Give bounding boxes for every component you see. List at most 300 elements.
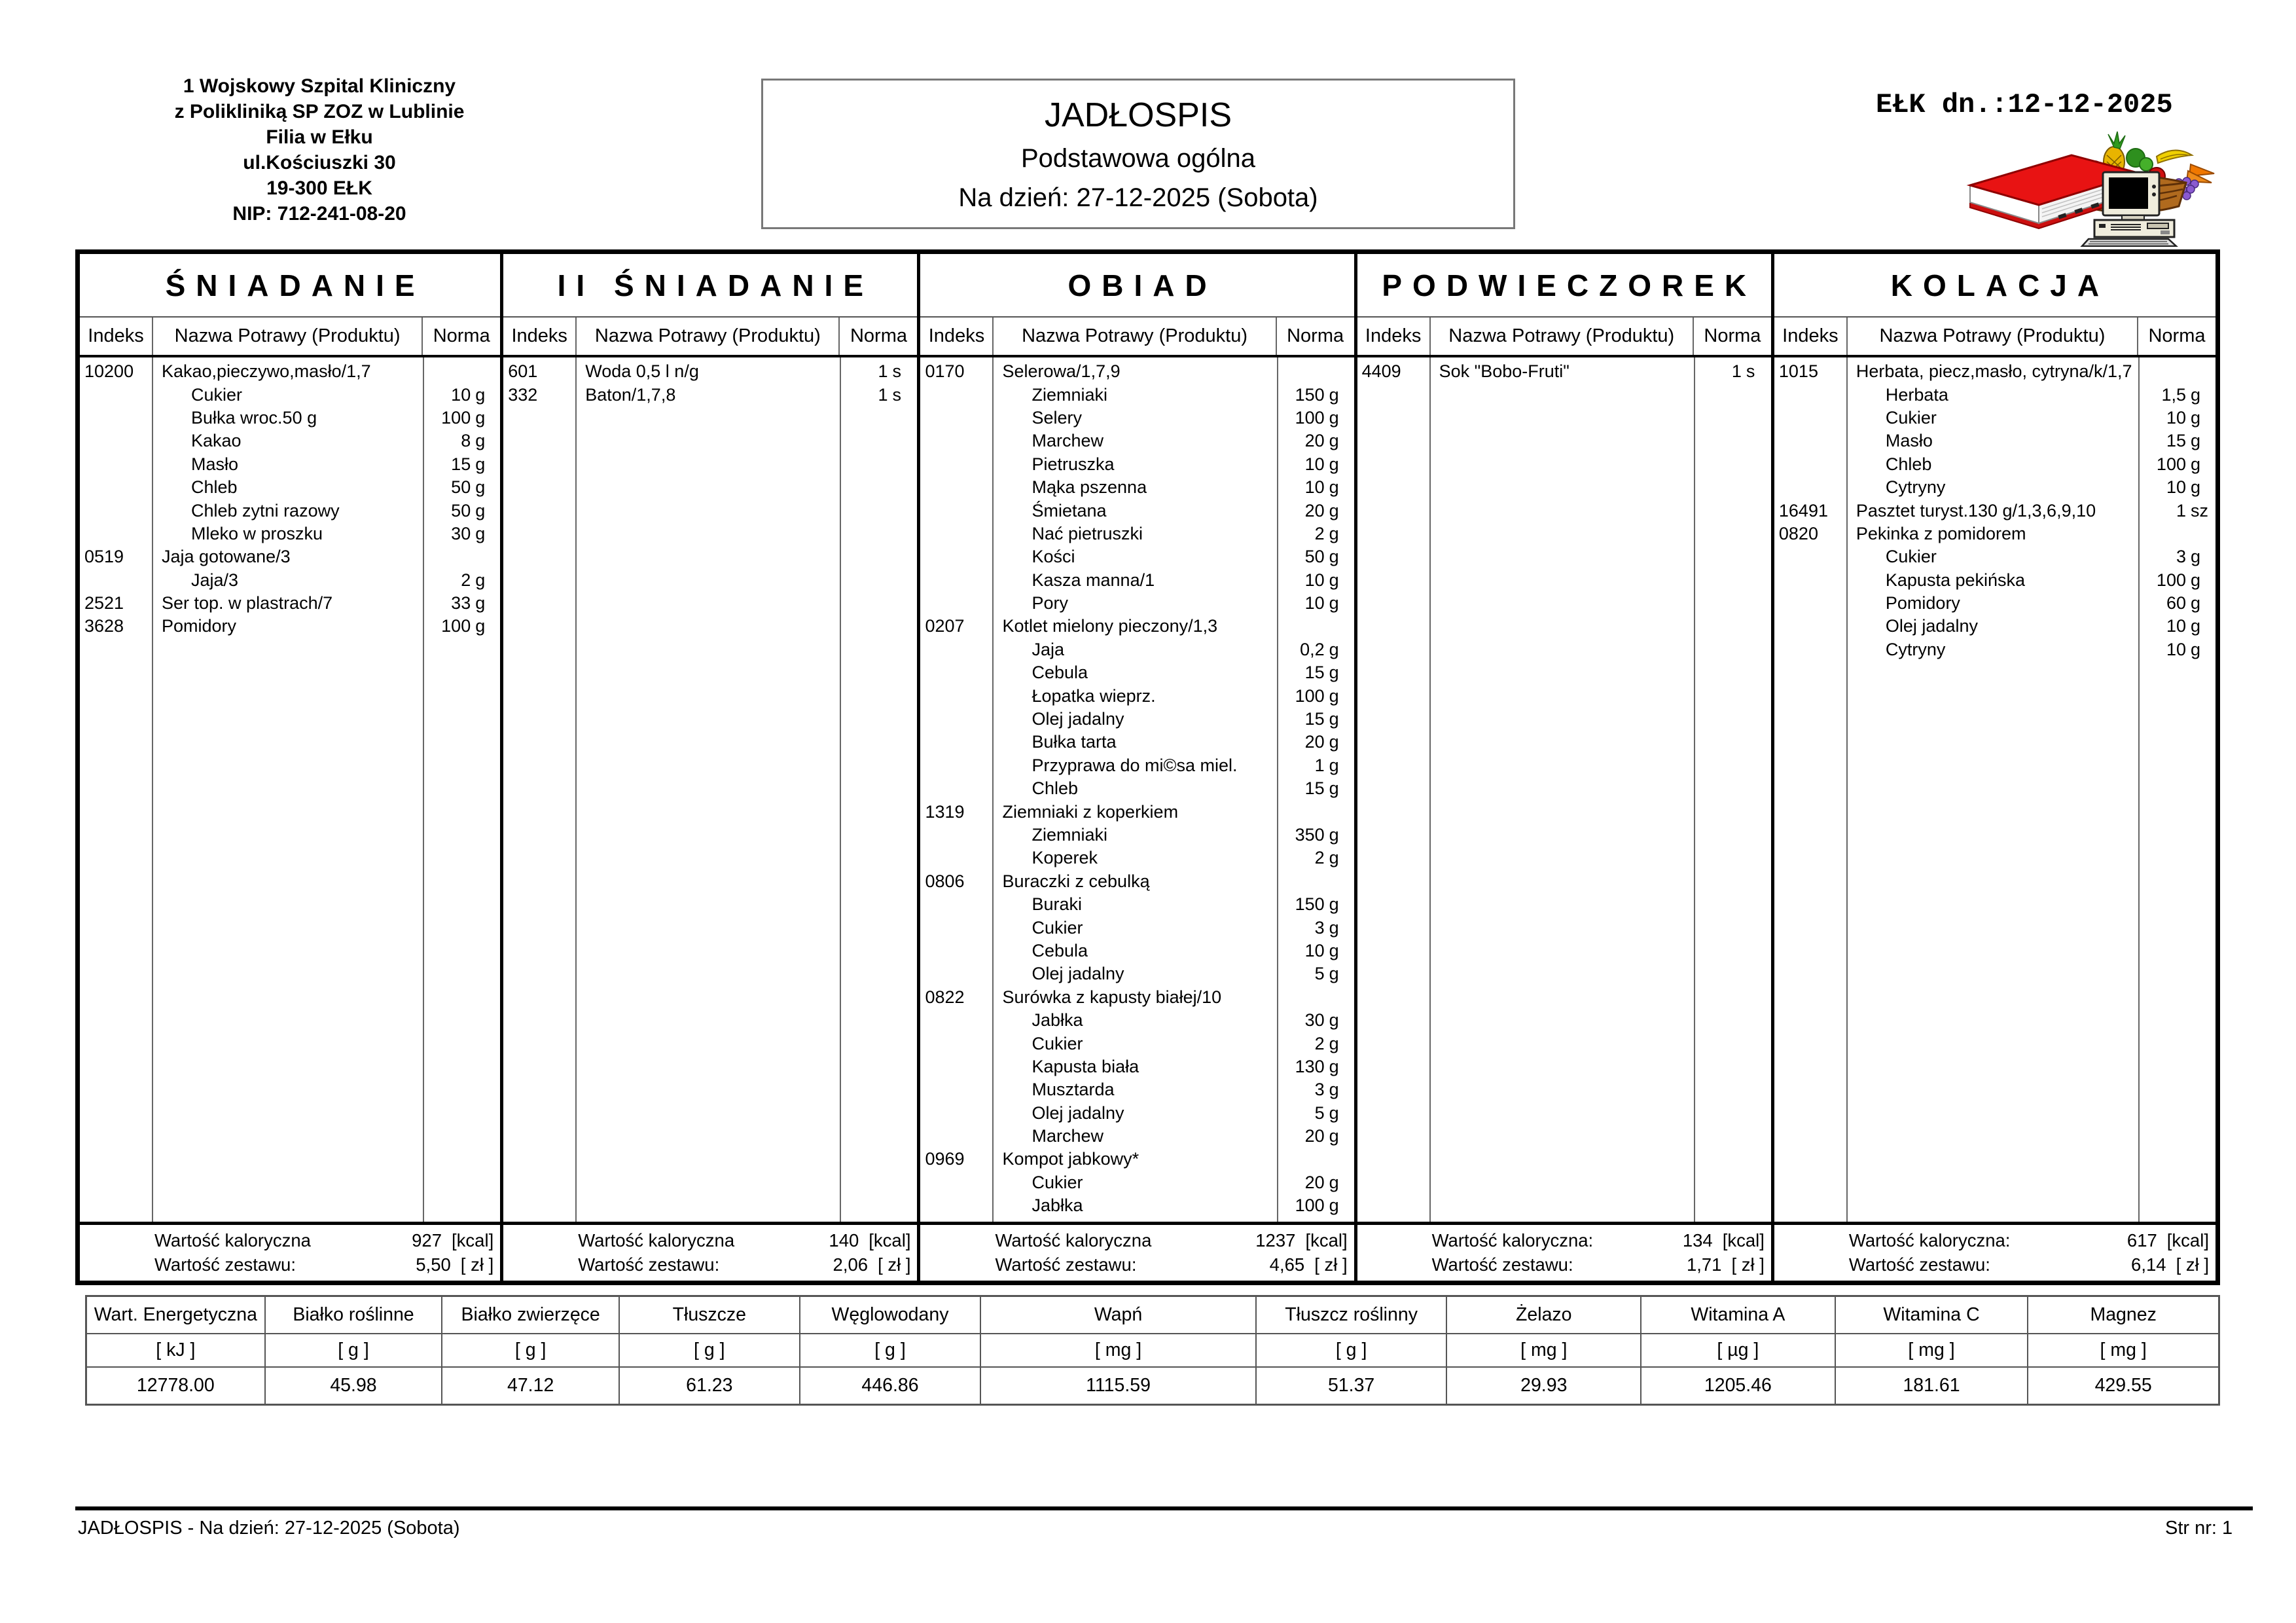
item-norma [1277, 640, 1354, 660]
norma-quantity: 50 [451, 500, 471, 520]
menu-item-row [920, 939, 1354, 962]
ingredient-name: Herbata [1885, 384, 1948, 405]
meal-summary [920, 1222, 1354, 1281]
nutrient-value: 1115.59 [1086, 1375, 1151, 1396]
menu-item-row [920, 824, 1354, 847]
norma-quantity: 20 [1304, 431, 1325, 451]
ingredient-name: Chleb [1885, 454, 1932, 474]
menu-item-row [920, 638, 1354, 661]
dish-name: Herbata, piecz,masło, cytryna/k/1,7 [1856, 361, 2132, 382]
summary-calories-unit: [kcal] [2166, 1230, 2209, 1251]
dish-name: Surówka z kapusty białej/10 [1002, 987, 1222, 1007]
item-norma [423, 385, 500, 405]
norma-quantity: 100 [2156, 570, 2186, 590]
norma-quantity: 5 [1314, 964, 1325, 984]
norma-unit: sz [2190, 500, 2208, 520]
menu-item-row [920, 661, 1354, 684]
ingredient-name: Marchew [1031, 1126, 1104, 1146]
norma-quantity: 1 [1731, 361, 1742, 382]
norma-quantity: 10 [2166, 616, 2186, 636]
dish-name: Pekinka z pomidorem [1856, 523, 2026, 543]
dish-name: Jaja gotowane/3 [162, 547, 291, 567]
item-indeks: 16491 [1778, 500, 1828, 520]
summary-calories-unit: [kcal] [869, 1230, 911, 1251]
summary-calories-label: Wartość kaloryczna [154, 1230, 311, 1251]
item-indeks: 0170 [925, 361, 965, 382]
norma-unit: g [1329, 940, 1339, 960]
hospital-address [149, 73, 490, 227]
ingredient-name: Cytryny [1885, 639, 1946, 659]
menu-item-row [920, 383, 1354, 406]
summary-calories-value: 927 [412, 1230, 442, 1251]
norma-quantity: 20 [1304, 1172, 1325, 1192]
nutrient-value: 181.61 [1903, 1375, 1960, 1396]
meal-items [80, 357, 500, 1222]
nutrient-value: 51.37 [1327, 1375, 1375, 1396]
ingredient-name: Cukier [1031, 1033, 1083, 1053]
ingredient-name: Ziemniaki [1031, 825, 1108, 845]
title-box [761, 79, 1515, 229]
norma-unit: g [1329, 1033, 1339, 1053]
nutrition-column [800, 1297, 982, 1404]
indeks-column-header: Indeks [920, 318, 994, 355]
nutrient-unit: [ mg ] [981, 1334, 1255, 1368]
norma-unit: g [2190, 593, 2201, 613]
menu-item-row [920, 569, 1354, 592]
norma-quantity: 10 [1304, 570, 1325, 590]
ingredient-name: Olej jadalny [1031, 1103, 1124, 1123]
column-headers [1357, 318, 1771, 357]
menu-item-row [80, 407, 500, 429]
item-indeks: 0820 [1778, 523, 1818, 543]
norma-unit: s [892, 361, 901, 382]
nazwa-column-header: Nazwa Potrawy (Produktu) [577, 318, 840, 355]
item-norma [2138, 454, 2215, 475]
norma-quantity: 1,5 [2161, 384, 2186, 405]
nutrient-name: Białko zwierzęce [442, 1297, 619, 1334]
item-indeks: 332 [508, 384, 538, 405]
norma-quantity: 2 [1314, 848, 1325, 868]
ingredient-name: Mąka pszenna [1031, 477, 1147, 498]
nutrition-column [1447, 1297, 1641, 1404]
norma-unit: s [1746, 361, 1755, 382]
item-indeks: 0822 [925, 987, 965, 1007]
meal-summary [80, 1222, 500, 1281]
nutrient-name: Węglowodany [800, 1297, 980, 1334]
item-norma [1277, 408, 1354, 428]
column-divider-right [840, 357, 841, 1222]
menu-item-row [920, 615, 1354, 638]
norma-quantity: 8 [461, 431, 471, 451]
ingredient-name: Musztarda [1031, 1080, 1115, 1100]
menu-item-row [1774, 592, 2215, 615]
menu-item-row [920, 429, 1354, 452]
norma-quantity: 100 [441, 407, 471, 428]
norma-unit: g [1329, 570, 1339, 590]
norma-unit: g [1329, 663, 1339, 683]
nutrition-column [2028, 1297, 2218, 1404]
item-norma [423, 431, 500, 451]
dish-name: Kakao,pieczywo,masło/1,7 [162, 361, 371, 382]
summary-calories-unit: [kcal] [1722, 1230, 1765, 1251]
nutrient-name: Białko roślinne [266, 1297, 442, 1334]
page-number: Str nr: 1 [2165, 1518, 2233, 1539]
nutrient-value: 45.98 [330, 1375, 377, 1396]
ingredient-name: Cytryny [1885, 477, 1946, 498]
summary-cost-value: 5,50 [416, 1254, 451, 1275]
dish-name: Baton/1,7,8 [585, 384, 676, 405]
norma-quantity: 3 [1314, 1080, 1325, 1100]
norma-quantity: 20 [1304, 500, 1325, 520]
menu-item-row [80, 476, 500, 499]
menu-item-row [920, 1078, 1354, 1101]
item-norma [2138, 570, 2215, 591]
norma-unit: g [1329, 1195, 1339, 1216]
nazwa-column-header: Nazwa Potrawy (Produktu) [1431, 318, 1694, 355]
item-norma [423, 454, 500, 475]
meal-column-obiad [920, 254, 1357, 1281]
nutrition-column [1836, 1297, 2029, 1404]
indeks-column-header: Indeks [503, 318, 577, 355]
item-norma [1277, 1195, 1354, 1216]
address-line: 19-300 EŁK [266, 177, 372, 199]
item-norma [1277, 1103, 1354, 1123]
menu-item-row [1774, 476, 2215, 499]
nutrition-column [87, 1297, 266, 1404]
ingredient-name: Jaja [1031, 639, 1065, 659]
ingredient-name: Chleb zytni razowy [191, 500, 340, 520]
norma-unit: g [1329, 407, 1339, 428]
norma-unit: s [892, 384, 901, 405]
item-norma [423, 501, 500, 521]
menu-item-row [1774, 407, 2215, 429]
dish-name: Buraczki z cebulką [1002, 871, 1150, 891]
summary-cost-label: Wartość zestawu: [154, 1254, 296, 1275]
nutrient-value: 61.23 [686, 1375, 733, 1396]
nutrient-unit: [ mg ] [1447, 1334, 1640, 1368]
menu-item-row [920, 545, 1354, 568]
norma-quantity: 15 [1304, 778, 1325, 799]
dish-name: Ser top. w plastrach/7 [162, 593, 333, 613]
norma-quantity: 10 [451, 384, 471, 405]
norma-quantity: 100 [1295, 407, 1325, 428]
meal-title: PODWIECZOREK [1357, 254, 1771, 318]
item-norma [1277, 477, 1354, 498]
norma-column-header: Norma [2148, 325, 2206, 346]
norma-quantity: 1 [878, 361, 888, 382]
ingredient-name: Kasza manna/1 [1031, 570, 1155, 590]
item-norma [1277, 825, 1354, 845]
nazwa-column-header: Nazwa Potrawy (Produktu) [153, 318, 423, 355]
meal-column-podwieczorek [1357, 254, 1774, 1281]
address-line: NIP: 712-241-08-20 [232, 203, 406, 225]
norma-unit: g [475, 523, 486, 543]
item-norma [1277, 686, 1354, 706]
norma-quantity: 2 [461, 570, 471, 590]
norma-unit: g [2190, 616, 2201, 636]
norma-unit: g [475, 500, 486, 520]
summary-cost-row [920, 1254, 1347, 1275]
norma-quantity: 15 [451, 454, 471, 474]
norma-quantity: 30 [451, 523, 471, 543]
summary-cost-row [1357, 1254, 1765, 1275]
norma-quantity: 50 [1304, 547, 1325, 567]
norma-unit: g [475, 616, 486, 636]
page-title: JADŁOSPIS [1044, 96, 1232, 134]
norma-unit: g [475, 384, 486, 405]
meal-column-kolacja [1774, 254, 2215, 1281]
item-indeks: 0969 [925, 1149, 965, 1169]
menu-item-row [920, 708, 1354, 731]
summary-cost-unit: [ zł ] [1731, 1254, 1765, 1275]
menu-item-row [1774, 545, 2215, 568]
norma-unit: g [475, 477, 486, 498]
menu-item-row [1774, 383, 2215, 406]
meal-title: II ŚNIADANIE [503, 254, 917, 318]
meal-items [1357, 357, 1771, 1222]
summary-cost-label: Wartość zestawu: [1431, 1254, 1573, 1275]
footer-document-title: JADŁOSPIS - Na dzień: 27-12-2025 (Sobota) [78, 1518, 460, 1539]
norma-quantity: 3 [2176, 547, 2186, 567]
norma-quantity: 60 [2166, 593, 2186, 613]
menu-item-row [920, 986, 1354, 1009]
norma-quantity: 50 [451, 477, 471, 498]
menu-item-row [920, 499, 1354, 522]
menu-item-row [920, 1148, 1354, 1171]
item-indeks: 601 [508, 361, 538, 382]
menu-item-row [920, 754, 1354, 777]
ingredient-name: Cebula [1031, 940, 1088, 960]
nutrient-name: Wart. Energetyczna [87, 1297, 264, 1334]
norma-column-header: Norma [433, 325, 490, 346]
menu-item-row [920, 1102, 1354, 1125]
item-indeks: 0207 [925, 616, 965, 636]
item-indeks: 10200 [84, 361, 134, 382]
item-norma [1277, 1173, 1354, 1193]
ingredient-name: Masło [191, 454, 239, 474]
norma-quantity: 2 [1314, 523, 1325, 543]
menu-item-row [920, 1194, 1354, 1217]
norma-quantity: 350 [1295, 825, 1325, 845]
norma-unit: g [475, 454, 486, 474]
summary-cost-unit: [ zł ] [2176, 1254, 2209, 1275]
menu-item-row [920, 360, 1354, 383]
ingredient-name: Bułka wroc.50 g [191, 407, 317, 428]
menu-item-row [503, 383, 917, 406]
summary-cost-unit: [ zł ] [460, 1254, 494, 1275]
norma-unit: g [2190, 407, 2201, 428]
menu-item-row [920, 870, 1354, 893]
menu-item-row [80, 592, 500, 615]
summary-calories-row [1357, 1230, 1765, 1251]
meal-column-ii-sniadanie [503, 254, 920, 1281]
menu-item-row [1774, 429, 2215, 452]
item-norma [2138, 408, 2215, 428]
indeks-column-header: Indeks [1774, 318, 1848, 355]
menu-item-row [1774, 615, 2215, 638]
summary-cost-label: Wartość zestawu: [1848, 1254, 1990, 1275]
summary-cost-label: Wartość zestawu: [995, 1254, 1137, 1275]
ingredient-name: Śmietana [1031, 500, 1107, 520]
summary-calories-label: Wartość kaloryczna [578, 1230, 735, 1251]
menu-item-row [920, 1171, 1354, 1194]
ingredient-name: Olej jadalny [1885, 616, 1978, 636]
menu-item-row [920, 731, 1354, 754]
item-norma [423, 593, 500, 613]
meal-items [503, 357, 917, 1222]
ingredient-name: Kapusta biała [1031, 1056, 1139, 1076]
column-divider-left [1429, 357, 1431, 1222]
norma-column-header: Norma [1287, 325, 1344, 346]
dish-name: Woda 0,5 l n/g [585, 361, 699, 382]
nutrient-unit: [ g ] [1257, 1334, 1446, 1368]
meal-items [1774, 357, 2215, 1222]
norma-unit: g [1329, 593, 1339, 613]
item-norma [1277, 778, 1354, 799]
menu-item-row [920, 1125, 1354, 1148]
norma-unit: g [1329, 639, 1339, 659]
ingredient-name: Jaja/3 [191, 570, 239, 590]
ingredient-name: Mleko w proszku [191, 523, 323, 543]
norma-quantity: 1 [2176, 500, 2186, 520]
menu-date: Na dzień: 27-12-2025 (Sobota) [958, 183, 1318, 212]
summary-calories-unit: [kcal] [452, 1230, 494, 1251]
address-line: Filia w Ełku [266, 126, 373, 148]
norma-quantity: 3 [1314, 917, 1325, 938]
norma-unit: g [1329, 732, 1339, 752]
menu-item-row [1774, 569, 2215, 592]
norma-unit: g [1329, 709, 1339, 729]
nutrient-unit: [ mg ] [2028, 1334, 2218, 1368]
menu-item-row [80, 545, 500, 568]
nutrition-column [442, 1297, 620, 1404]
nutrient-unit: [ mg ] [1836, 1334, 2028, 1368]
item-norma [1277, 547, 1354, 567]
ingredient-name: Cukier [1031, 1172, 1083, 1192]
ingredient-name: Kakao [191, 431, 242, 451]
menu-item-row [503, 360, 917, 383]
norma-quantity: 150 [1295, 894, 1325, 915]
menu-item-row [80, 499, 500, 522]
item-indeks: 1015 [1778, 361, 1818, 382]
menu-table [75, 249, 2220, 1285]
norma-unit: g [1329, 917, 1339, 938]
indeks-column-header: Indeks [80, 318, 153, 355]
norma-quantity: 100 [441, 616, 471, 636]
nutrient-value: 446.86 [861, 1375, 919, 1396]
ingredient-name: Pory [1031, 593, 1069, 613]
item-norma [423, 616, 500, 636]
dish-name: Kotlet mielony pieczony/1,3 [1002, 616, 1218, 636]
item-norma [1277, 941, 1354, 961]
menu-item-row [920, 476, 1354, 499]
item-norma [1277, 431, 1354, 451]
summary-calories-unit: [kcal] [1305, 1230, 1348, 1251]
book-fruit-computer-clipart [1960, 121, 2229, 247]
norma-quantity: 5 [1314, 1103, 1325, 1123]
norma-unit: g [1329, 1172, 1339, 1192]
summary-cost-label: Wartość zestawu: [578, 1254, 720, 1275]
norma-unit: g [1329, 778, 1339, 799]
summary-calories-value: 134 [1682, 1230, 1713, 1251]
item-norma [1277, 894, 1354, 915]
norma-quantity: 100 [1295, 1195, 1325, 1216]
nutrient-value: 12778.00 [136, 1375, 215, 1396]
item-indeks: 0806 [925, 871, 965, 891]
norma-unit: g [1329, 848, 1339, 868]
footer-divider [75, 1506, 2253, 1510]
dish-name: Kompot jabkowy* [1002, 1149, 1139, 1169]
item-norma [2138, 593, 2215, 613]
meal-summary [503, 1222, 917, 1281]
norma-unit: g [1329, 964, 1339, 984]
nazwa-column-header: Nazwa Potrawy (Produktu) [1848, 318, 2138, 355]
ingredient-name: Bułka tarta [1031, 732, 1117, 752]
norma-unit: g [475, 431, 486, 451]
norma-quantity: 20 [1304, 1126, 1325, 1146]
item-norma [1277, 848, 1354, 868]
nutrient-value: 47.12 [507, 1375, 554, 1396]
item-norma [1277, 756, 1354, 776]
menu-item-row [80, 429, 500, 452]
summary-calories-label: Wartość kaloryczna: [1431, 1230, 1594, 1251]
norma-unit: g [1329, 431, 1339, 451]
menu-item-row [920, 1055, 1354, 1078]
summary-cost-value: 1,71 [1686, 1254, 1722, 1275]
nutrition-summary-table [85, 1295, 2220, 1406]
menu-item-row [920, 916, 1354, 939]
nutrient-name: Wapń [981, 1297, 1255, 1334]
summary-cost-unit: [ zł ] [878, 1254, 911, 1275]
item-norma [840, 361, 917, 382]
summary-calories-row [920, 1230, 1347, 1251]
item-norma [1277, 1126, 1354, 1146]
ingredient-name: Chleb [1031, 778, 1079, 799]
ingredient-name: Kapusta pekińska [1885, 570, 2026, 590]
meal-title: KOLACJA [1774, 254, 2215, 318]
nutrient-name: Magnez [2028, 1297, 2218, 1334]
menu-item-row [920, 1032, 1354, 1055]
menu-item-row [920, 893, 1354, 916]
norma-unit: g [1329, 500, 1339, 520]
ingredient-name: Jabłka [1031, 1010, 1083, 1030]
nutrition-column [266, 1297, 443, 1404]
menu-item-row [920, 800, 1354, 823]
norma-unit: g [1329, 894, 1339, 915]
norma-quantity: 100 [1295, 685, 1325, 706]
norma-quantity: 30 [1304, 1010, 1325, 1030]
nutrient-value: 1205.46 [1704, 1375, 1772, 1396]
menu-item-row [920, 777, 1354, 800]
item-indeks: 2521 [84, 593, 124, 613]
menu-item-row [80, 615, 500, 638]
indeks-column-header: Indeks [1357, 318, 1431, 355]
summary-calories-label: Wartość kaloryczna: [1848, 1230, 2011, 1251]
summary-calories-value: 617 [2126, 1230, 2157, 1251]
ingredient-name: Masło [1885, 431, 1933, 451]
ingredient-name: Cukier [1885, 407, 1937, 428]
norma-unit: g [1329, 755, 1339, 775]
nutrient-unit: [ g ] [442, 1334, 619, 1368]
norma-quantity: 0,2 [1300, 639, 1325, 659]
item-norma [1277, 1057, 1354, 1077]
norma-unit: g [1329, 1126, 1339, 1146]
menu-item-row [1774, 453, 2215, 476]
item-norma [1277, 593, 1354, 613]
norma-quantity: 10 [2166, 477, 2186, 498]
menu-item-row [1774, 638, 2215, 661]
menu-item-row [80, 453, 500, 476]
